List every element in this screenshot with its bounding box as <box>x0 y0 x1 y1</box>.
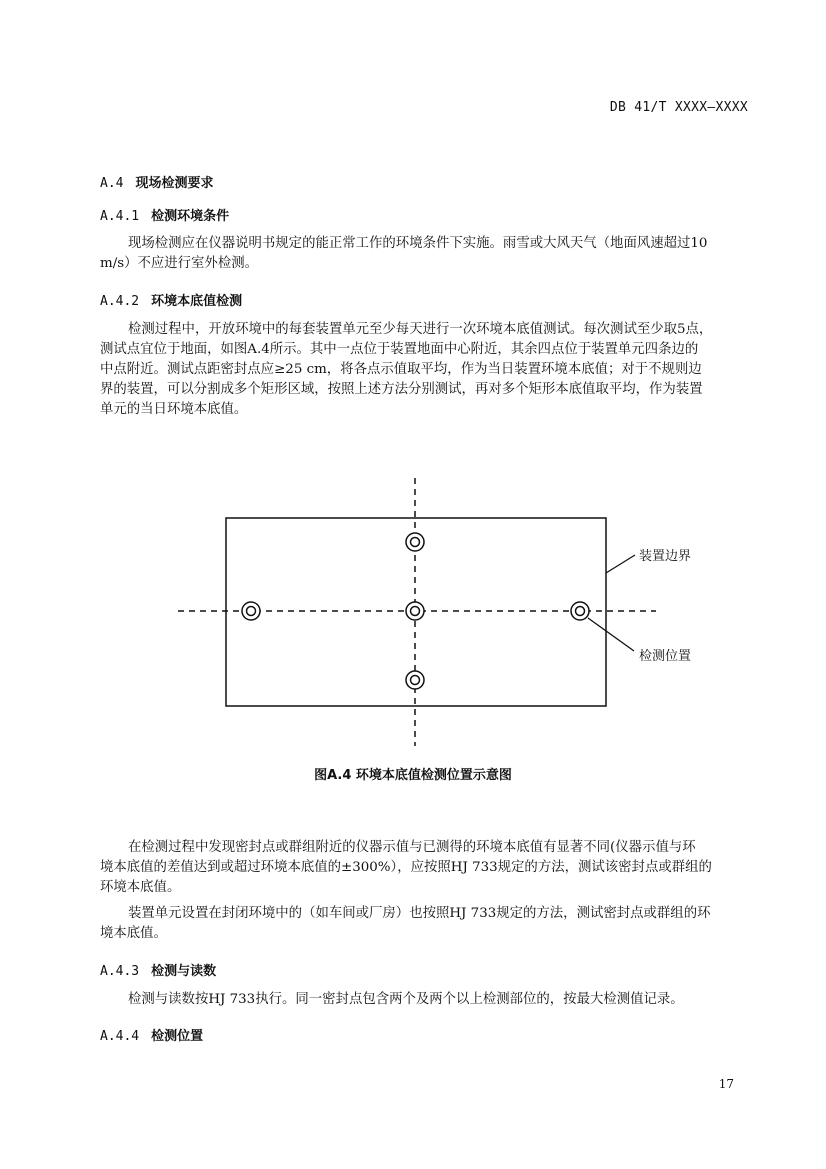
text-line: 检测过程中，开放环境中的每套装置单元至少每天进行一次环境本底值测试。每次测试至少取5点， <box>128 322 713 337</box>
text-line: m/s）不应进行室外检测。 <box>100 256 258 271</box>
leader-line-position <box>588 618 634 651</box>
section-title: 现场检测要求 <box>135 176 214 191</box>
text-line: 单元的当日环境本底值。 <box>100 402 248 417</box>
paragraph-detection-reading <box>100 990 748 1010</box>
page-number: 17 <box>718 1077 734 1091</box>
section-title: 检测与读数 <box>151 964 217 979</box>
text-line: 境本底值。 <box>100 926 167 941</box>
paragraph-background-detection <box>100 320 748 420</box>
text-line: 界的装置，可以分割成多个矩形区域，按照上述方法分别测试，再对多个矩形本底值取平均，作为装置 <box>100 382 703 397</box>
section-title: 环境本底值检测 <box>151 294 243 309</box>
text-line: 中点附近。测试点距密封点应≥25 cm，将各点示值取平均，作为当日装置环境本底值；对于不规则边 <box>100 362 702 377</box>
text-line: 装置单元设置在封闭环境中的（如车间或厂房）也按照HJ 733规定的方法，测试密封点或群组的环 <box>128 906 711 921</box>
paragraph-environment-conditions <box>100 234 748 274</box>
test-point-top <box>406 533 424 551</box>
section-heading-a44 <box>100 1025 203 1044</box>
text-line: 环境本底值。 <box>100 880 181 895</box>
section-heading-a41 <box>100 205 229 224</box>
test-point-center <box>406 602 424 620</box>
text-line: 境本底值的差值达到或超过环境本底值的±300%），应按照HJ 733规定的方法，测试该密封点或群组的 <box>100 860 712 875</box>
test-point-left <box>242 602 260 620</box>
text-line: 测试点宜位于地面，如图A.4所示。其中一点位于装置地面中心附近，其余四点位于装置单元四条边的 <box>100 342 699 357</box>
section-title: 检测位置 <box>151 1029 204 1044</box>
section-heading-a4 <box>100 172 214 191</box>
figure-caption: 图A.4 环境本底值检测位置示意图 <box>314 768 512 783</box>
label-device-boundary: 装置边界 <box>639 549 692 564</box>
section-number: A.4.2 <box>100 294 140 309</box>
section-title: 检测环境条件 <box>151 209 230 224</box>
text-line: 检测与读数按HJ 733执行。同一密封点包含两个及两个以上检测部位的，按最大检测值记录。 <box>128 992 684 1007</box>
paragraph-closed-environment <box>100 904 748 944</box>
figure-detection-positions <box>0 470 826 755</box>
label-detection-position: 检测位置 <box>639 649 692 664</box>
paragraph-significant-difference <box>100 838 748 898</box>
text-line: 现场检测应在仪器说明书规定的能正常工作的环境条件下实施。雨雪或大风天气（地面风速超过10 <box>128 236 708 251</box>
section-number: A.4.4 <box>100 1029 140 1044</box>
section-heading-a43 <box>100 960 216 979</box>
text-line: 在检测过程中发现密封点或群组附近的仪器示值与已测得的环境本底值有显著不同(仪器示值与环 <box>128 840 696 855</box>
test-point-bottom <box>406 671 424 689</box>
section-number: A.4.1 <box>100 209 140 224</box>
section-number: A.4 <box>100 176 124 191</box>
test-point-right <box>571 602 589 620</box>
section-number: A.4.3 <box>100 964 140 979</box>
section-heading-a42 <box>100 290 242 309</box>
document-code: DB 41/T XXXX—XXXX <box>609 100 748 115</box>
leader-line-boundary <box>606 555 635 573</box>
